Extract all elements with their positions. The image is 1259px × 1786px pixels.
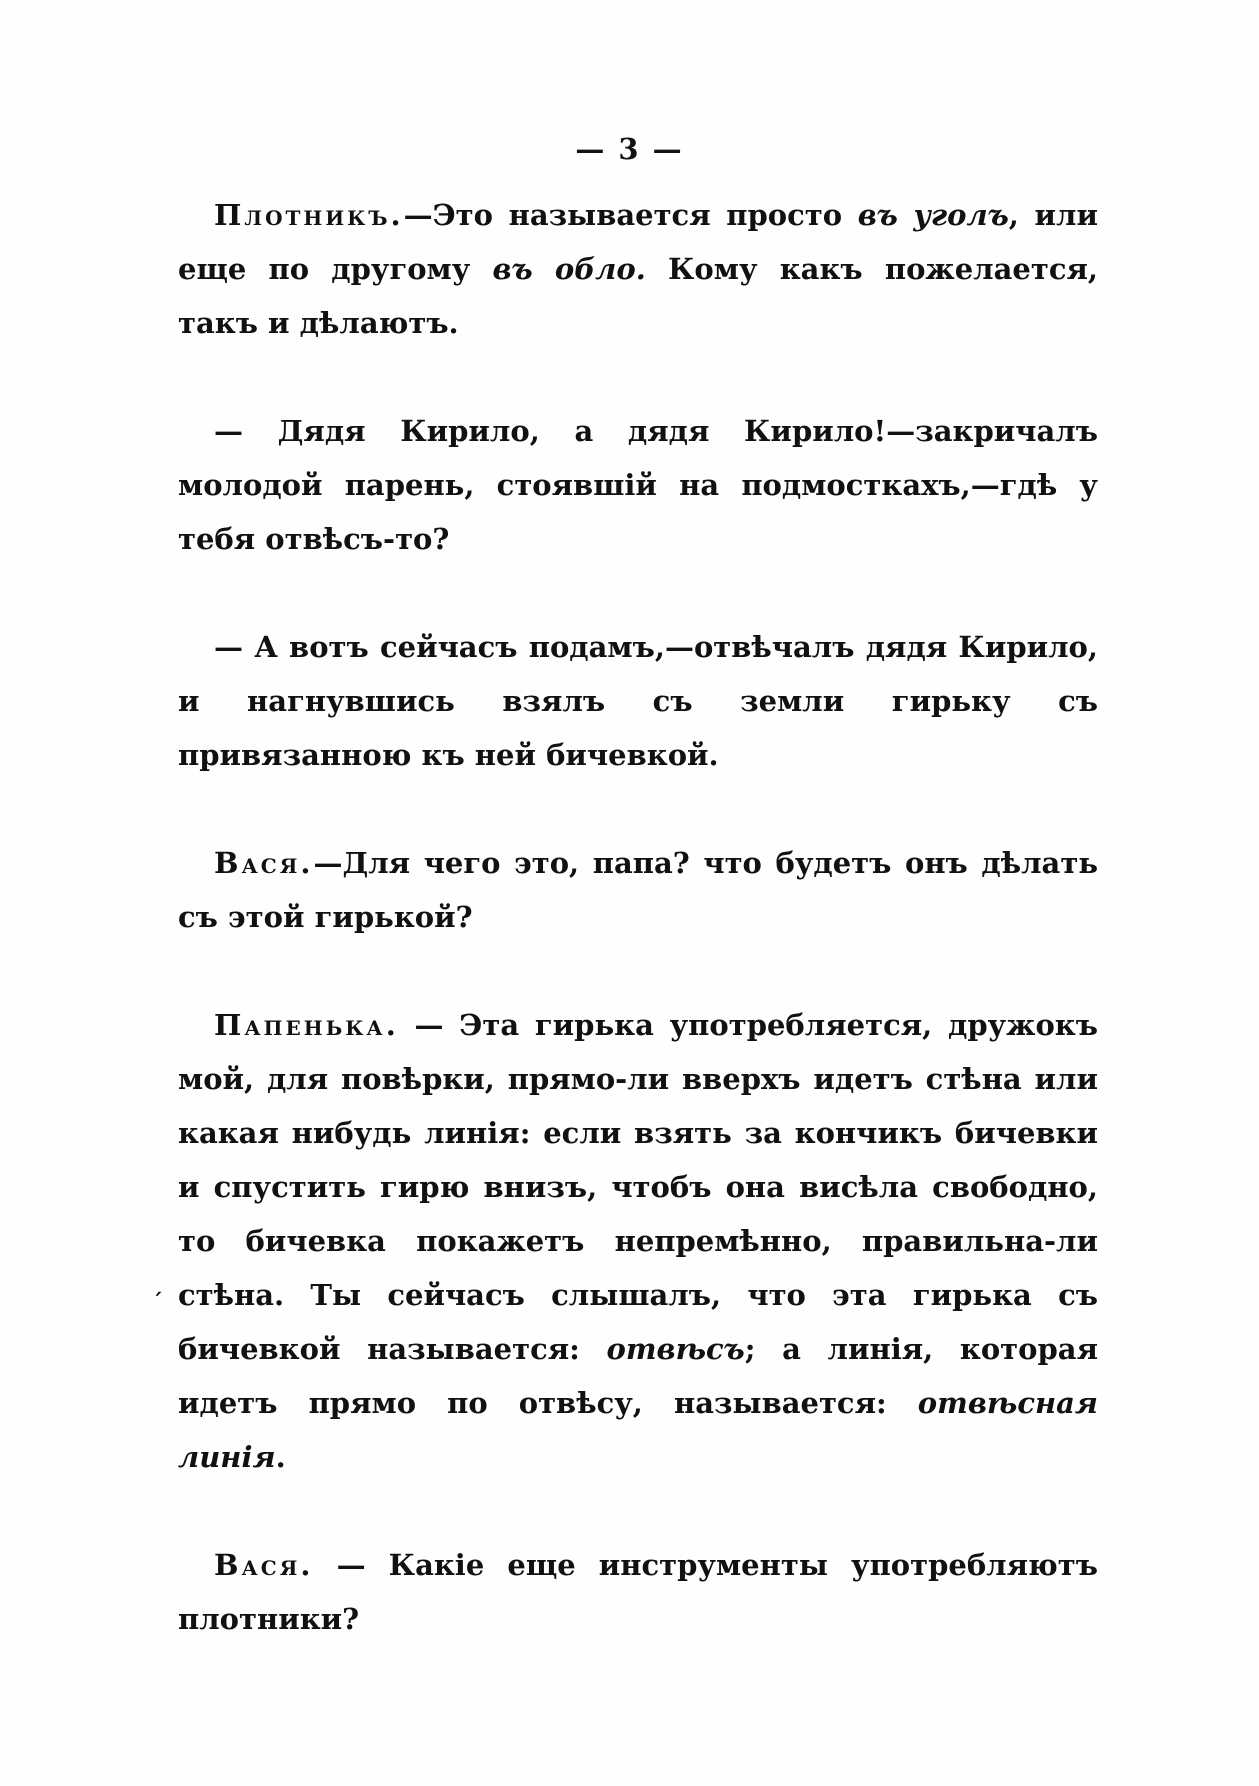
speaker-name: Вася. (214, 1548, 314, 1582)
body-text (178, 188, 1098, 1700)
paragraph-text: —Это называется просто (403, 198, 858, 232)
emphasized-term: отвѣсная линія (178, 1386, 1098, 1474)
emphasized-term: въ обло. (492, 252, 646, 286)
speaker-name: Вася. (214, 846, 314, 880)
paragraph-text: , или еще по другому (178, 198, 1098, 286)
paragraph-text: — Какіе еще инструменты употребляютъ плотники? (178, 1548, 1098, 1636)
paragraph-text: Кому какъ пожелается, такъ и дѣлаютъ. (178, 252, 1098, 340)
margin-mark: ´ (152, 1290, 163, 1316)
paragraph-text: — Эта гирька употребляется, дружокъ мой, для повѣрки, прямо-ли вверхъ идетъ стѣна или какая нибудь линія: если взять за кончикъ бичевки и спустить гирю внизъ, чтобъ она висѣла свободно, то бичевка покажетъ непремѣнно, правильна-ли стѣна. Ты сейчасъ слышалъ, что эта гирька съ бичевкой называется: (178, 1008, 1098, 1366)
speaker-name: Плотникъ. (214, 198, 404, 232)
paragraph-text: ; а линія, которая идетъ прямо по отвѣсу, называется: (178, 1332, 1098, 1420)
page-number: — 3 — (575, 132, 684, 166)
speaker-name: Папенька. (214, 1008, 399, 1042)
emphasized-term: въ уголъ (857, 198, 1009, 232)
paragraph-papa-explanation (178, 998, 1098, 1484)
paragraph-carpenter-answer (178, 188, 1098, 350)
paragraph-young-man-shout: — Дядя Кирило, а дядя Кирило!—закричалъ молодой парень, стоявшій на подмосткахъ,—гдѣ у тебя отвѣсъ-то? (178, 414, 1098, 556)
paragraph-vasya-question (178, 836, 1098, 944)
paragraph-text: . (275, 1440, 286, 1474)
paragraph-vasya-instruments (178, 1538, 1098, 1646)
emphasized-term: отвѣсъ (606, 1332, 745, 1366)
paragraph-kirilo-reply: — А вотъ сейчасъ подамъ,—отвѣчалъ дядя Кирило, и нагнувшись взялъ съ земли гирьку съ привязанною къ ней бичевкой. (178, 630, 1098, 772)
paragraph-text: —Для чего это, папа? что будетъ онъ дѣлать съ этой гирькой? (178, 846, 1098, 934)
